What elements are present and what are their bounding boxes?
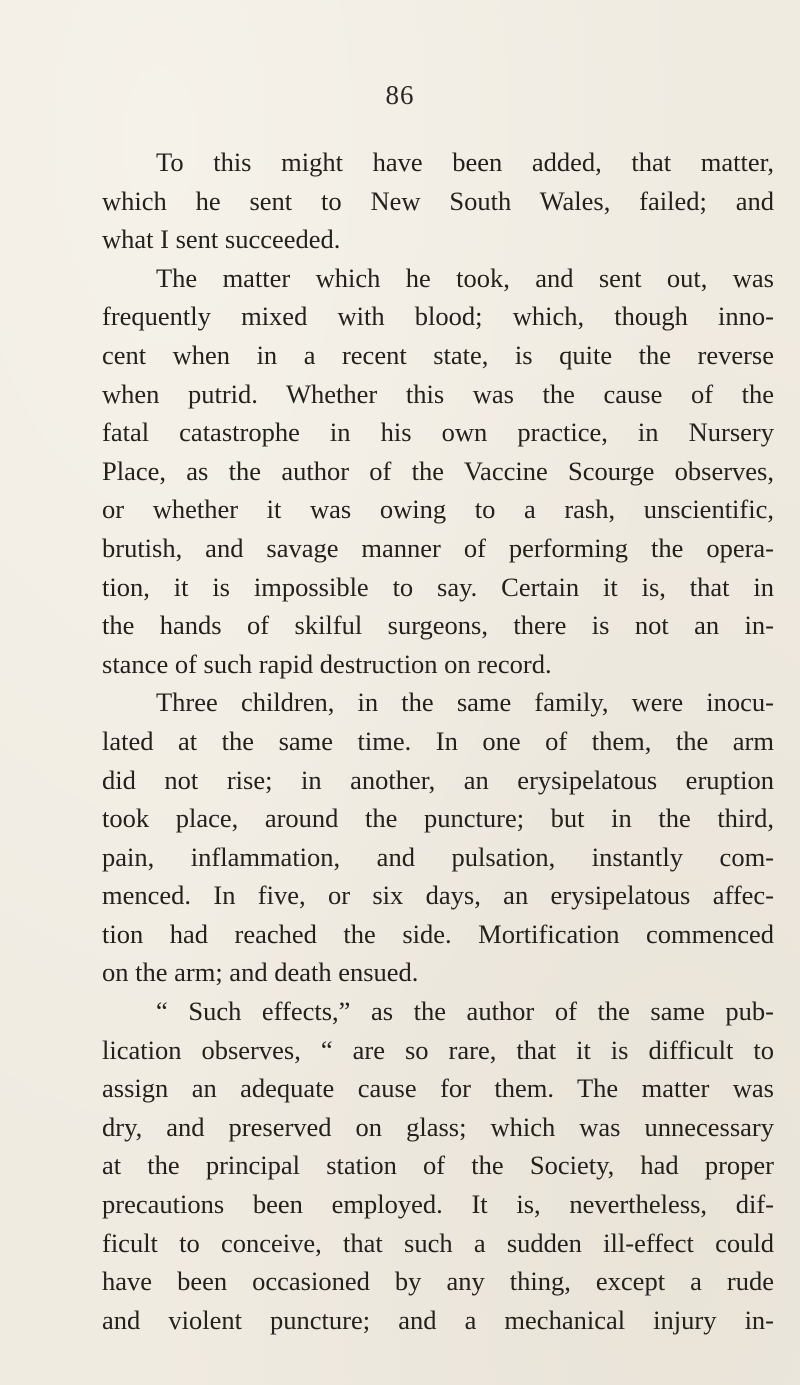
text-line: tion, it is impossible to say. Certain it is, that in <box>102 571 774 602</box>
body-text <box>102 143 774 1339</box>
page-number: 86 <box>385 80 415 110</box>
text-line: on the arm; and death ensued. <box>102 957 419 988</box>
text-line: brutish, and savage manner of performing the opera- <box>102 532 774 563</box>
text-line: Three children, in the same family, were inocu- <box>156 687 774 718</box>
text-line: when putrid. Whether this was the cause of the <box>102 378 774 409</box>
text-line: “ Such effects,” as the author of the same pub- <box>156 996 774 1027</box>
text-line: at the principal station of the Society, had proper <box>102 1150 774 1181</box>
text-line: To this might have been added, that matter, <box>156 147 774 177</box>
text-line: stance of such rapid destruction on record. <box>102 648 552 679</box>
text-line: took place, around the puncture; but in the third, <box>102 803 774 834</box>
text-line: or whether it was owing to a rash, unscientific, <box>102 494 774 525</box>
text-line: frequently mixed with blood; which, though inno- <box>102 301 774 332</box>
text-line: assign an adequate cause for them. The matter was <box>102 1073 774 1104</box>
text-line: The matter which he took, and sent out, was <box>156 262 774 293</box>
text-line: have been occasioned by any thing, except a rude <box>102 1266 774 1297</box>
text-line: the hands of skilful surgeons, there is not an in- <box>102 610 774 641</box>
text-line: Place, as the author of the Vaccine Scourge observes, <box>102 455 774 486</box>
text-line: lated at the same time. In one of them, the arm <box>102 725 774 756</box>
text-line: tion had reached the side. Mortification commenced <box>102 918 774 949</box>
text-line: menced. In five, or six days, an erysipelatous affec- <box>102 880 774 911</box>
text-line: ficult to conceive, that such a sudden ill-effect could <box>102 1227 774 1258</box>
text-line: lication observes, “ are so rare, that it is difficult to <box>102 1034 774 1065</box>
text-line: pain, inflammation, and pulsation, instantly com- <box>102 841 774 872</box>
text-line: dry, and preserved on glass; which was unnecessary <box>102 1111 774 1142</box>
text-line: which he sent to New South Wales, failed; and <box>102 185 774 216</box>
text-line: cent when in a recent state, is quite the reverse <box>102 339 774 370</box>
text-line: what I sent succeeded. <box>102 224 341 255</box>
text-line: and violent puncture; and a mechanical injury in- <box>102 1304 774 1335</box>
text-line: fatal catastrophe in his own practice, in Nursery <box>102 417 774 448</box>
text-line: precautions been employed. It is, nevertheless, dif- <box>102 1189 774 1220</box>
text-line: did not rise; in another, an erysipelatous eruption <box>102 764 774 795</box>
